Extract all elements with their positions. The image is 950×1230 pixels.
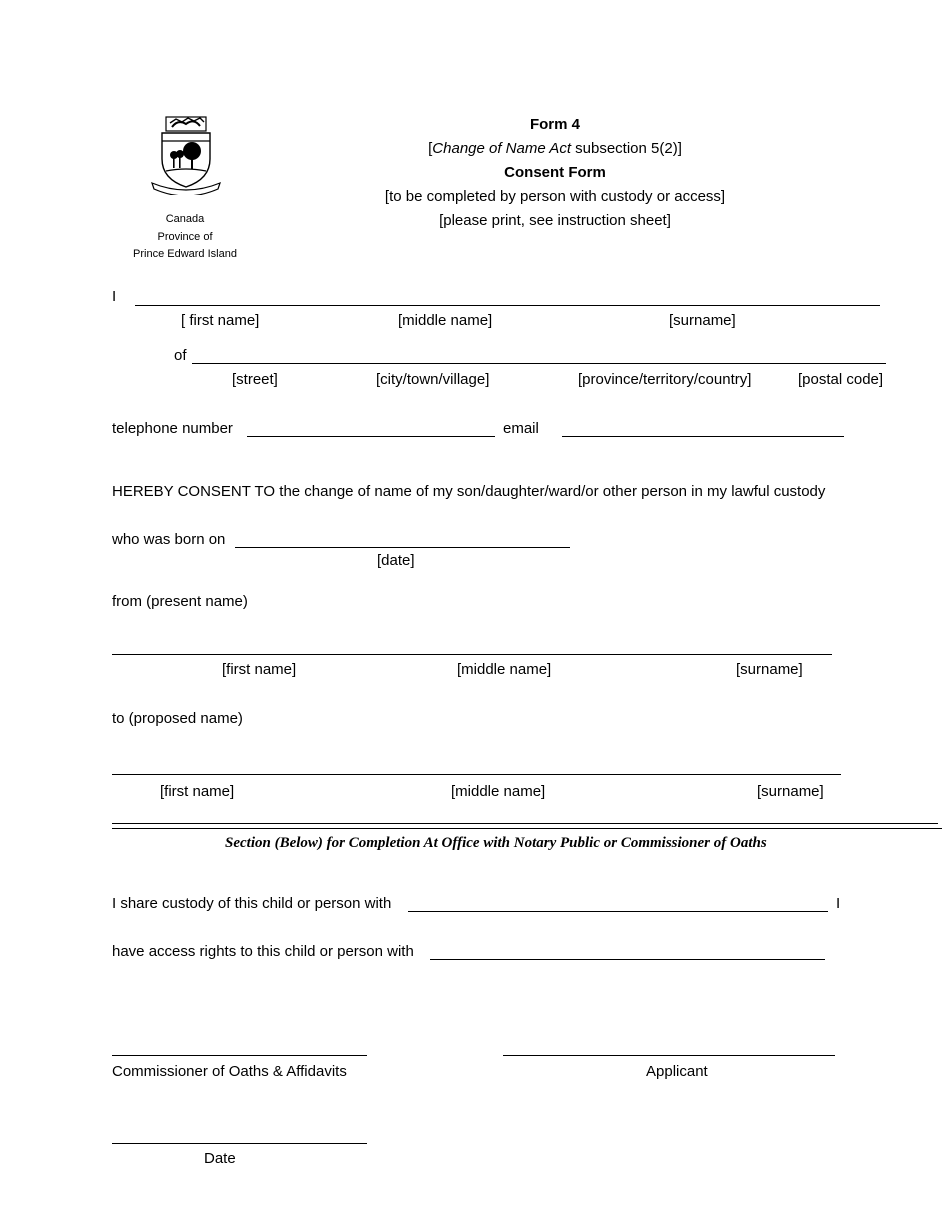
telephone-label: telephone number: [112, 420, 233, 437]
proposed-name-field[interactable]: [112, 758, 841, 775]
share-custody-label: I share custody of this child or person with: [112, 895, 392, 912]
access-rights-field[interactable]: [430, 943, 825, 960]
applicant-prefix: I: [112, 288, 117, 305]
section-divider-top: [112, 823, 938, 824]
present-middle-name-label: [middle name]: [457, 661, 552, 678]
form-number: Form 4: [529, 116, 580, 133]
province-label: [province/territory/country]: [578, 371, 752, 388]
act-reference: [Change of Name Act subsection 5(2)]: [428, 140, 682, 157]
telephone-field[interactable]: [247, 420, 495, 437]
present-name-field[interactable]: [112, 638, 832, 655]
present-surname-label: [surname]: [736, 661, 803, 678]
address-field[interactable]: [192, 347, 886, 364]
instruction-print: [please print, see instruction sheet]: [439, 212, 671, 229]
jurisdiction-country: Canada: [165, 213, 205, 225]
commissioner-signature-field[interactable]: [112, 1039, 367, 1056]
act-name: Change of Name Act: [432, 140, 571, 157]
proposed-middle-name-label: [middle name]: [451, 783, 546, 800]
email-field[interactable]: [562, 420, 844, 437]
proposed-surname-label: [surname]: [757, 783, 824, 800]
jurisdiction-province-name: Prince Edward Island: [133, 248, 237, 260]
form-title: Consent Form: [504, 164, 606, 181]
proposed-first-name-label: [first name]: [160, 783, 235, 800]
instruction-custody: [to be completed by person with custody or access]: [384, 188, 726, 205]
born-on-label: who was born on: [112, 531, 226, 548]
postal-code-label: [postal code]: [798, 371, 884, 388]
applicant-label: Applicant: [646, 1063, 708, 1080]
pei-coat-of-arms-logo: [148, 113, 224, 195]
signature-date-label: Date: [204, 1150, 236, 1167]
present-first-name-label: [first name]: [222, 661, 297, 678]
applicant-middle-name-label: [middle name]: [398, 312, 493, 329]
applicant-first-name-label: [ first name]: [181, 312, 260, 329]
share-custody-tail: I: [836, 895, 841, 912]
applicant-name-field[interactable]: [135, 289, 880, 306]
share-custody-field[interactable]: [408, 895, 828, 912]
address-prefix: of: [174, 347, 187, 364]
applicant-surname-label: [surname]: [669, 312, 736, 329]
access-rights-label: have access rights to this child or person with: [112, 943, 414, 960]
commissioner-label: Commissioner of Oaths & Affidavits: [112, 1063, 347, 1080]
city-label: [city/town/village]: [376, 371, 490, 388]
proposed-name-label: to (proposed name): [112, 710, 243, 727]
date-label: [date]: [377, 552, 415, 569]
section-divider-bottom: [112, 828, 942, 829]
birth-date-field[interactable]: [235, 531, 570, 548]
applicant-signature-field[interactable]: [503, 1039, 835, 1056]
consent-statement: HEREBY CONSENT TO the change of name of my son/daughter/ward/or other person in my lawful custody: [112, 483, 826, 500]
signature-date-field[interactable]: [112, 1127, 367, 1144]
present-name-label: from (present name): [112, 593, 248, 610]
street-label: [street]: [232, 371, 278, 388]
office-section-heading: Section (Below) for Completion At Office with Notary Public or Commissioner of Oaths: [225, 835, 767, 851]
email-label: email: [503, 420, 539, 437]
jurisdiction-province-of: Province of: [157, 230, 213, 243]
